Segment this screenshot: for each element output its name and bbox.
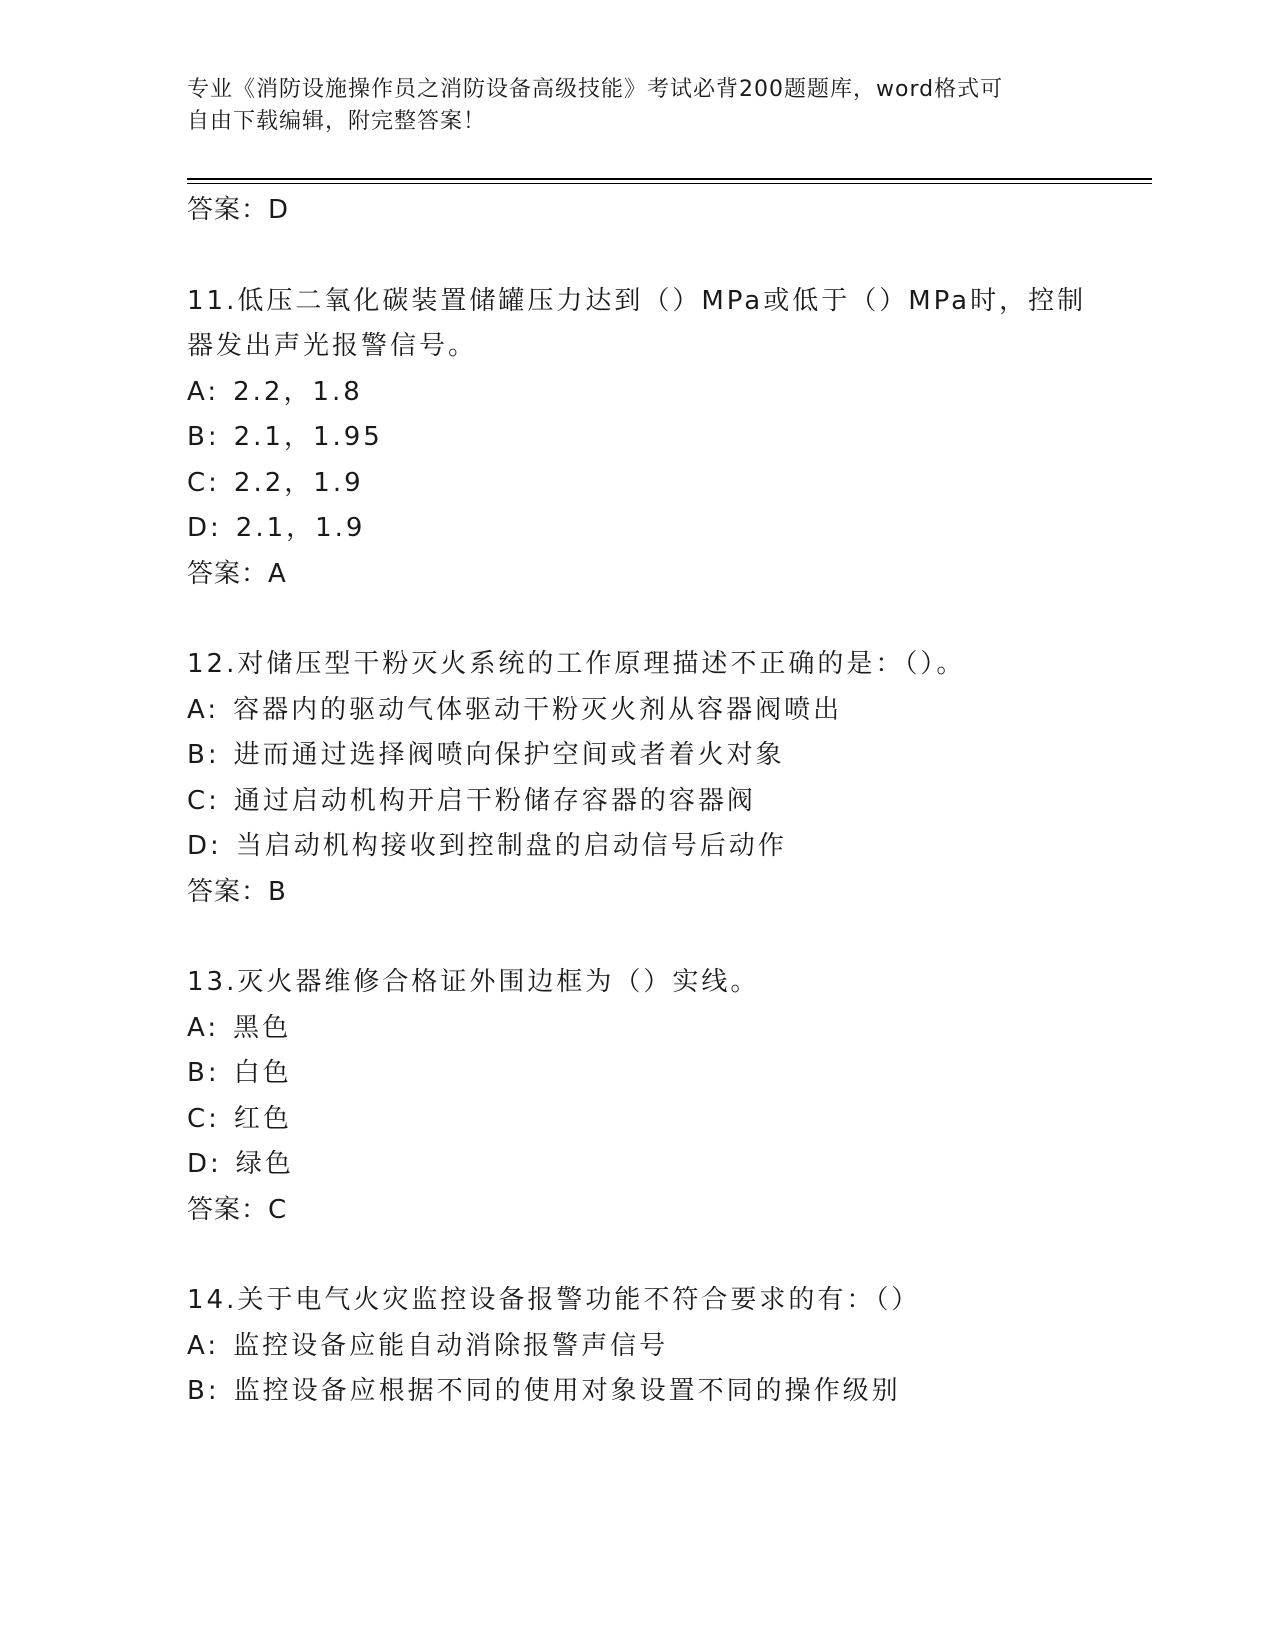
option-text: 绿色 (235, 1149, 294, 1179)
option-line (187, 1324, 1087, 1370)
option-key: A: (187, 1012, 220, 1043)
option-key: B: (187, 1058, 220, 1088)
option-text: 进而通过选择阀喷向保护空间或者着火对象 (233, 740, 785, 770)
spacer (187, 1233, 1087, 1278)
option-key: A: (187, 1330, 220, 1361)
option-line (187, 506, 1087, 552)
option-line (187, 779, 1087, 825)
question-list (187, 188, 1087, 1415)
question-title-continued: 器发出声光报警信号。 (187, 331, 478, 361)
header-rule-thick (187, 178, 1152, 180)
option-key: B: (187, 1376, 220, 1406)
option-line (187, 1006, 1087, 1052)
document-header (187, 74, 1087, 138)
option-text: 红色 (233, 1103, 292, 1134)
answer-line: 答案：B (187, 876, 287, 907)
option-text: 通过启动机构开启干粉储存容器的容器阀 (233, 785, 756, 816)
question-title: 14.关于电气火灾监控设备报警功能不符合要求的有：（） (187, 1285, 921, 1315)
option-line (187, 1369, 1087, 1415)
answer-line: 答案：A (187, 558, 287, 589)
option-text: 白色 (233, 1058, 292, 1088)
option-text: 监控设备应能自动消除报警声信号 (233, 1330, 669, 1361)
option-line (187, 1142, 1087, 1188)
question-block (187, 279, 1087, 598)
option-key: D: (187, 831, 222, 861)
option-key: C: (187, 1103, 220, 1134)
option-key: A: (187, 376, 220, 407)
header-line-2: 自由下载编辑，附完整答案！ (187, 109, 487, 134)
option-line (187, 733, 1087, 779)
question-title: 13.灭火器维修合格证外围边框为（）实线。 (187, 967, 760, 997)
option-line (187, 824, 1087, 870)
option-text: 2.2，1.9 (233, 467, 364, 498)
option-text: 2.2，1.8 (233, 376, 363, 407)
option-text: 黑色 (233, 1012, 292, 1043)
option-line (187, 1051, 1087, 1097)
option-key: B: (187, 422, 220, 452)
option-key: C: (187, 467, 220, 498)
option-text: 容器内的驱动气体驱动干粉灭火剂从容器阀喷出 (233, 694, 843, 725)
option-line (187, 1097, 1087, 1143)
question-block (187, 1278, 1087, 1415)
option-text: 当启动机构接收到控制盘的启动信号后动作 (235, 831, 787, 861)
answer-line: 答案：D (187, 195, 290, 225)
header-line-1: 专业《消防设施操作员之消防设备高级技能》考试必背200题题库，word格式可 (187, 77, 1004, 102)
option-key: C: (187, 785, 220, 816)
question-block (187, 960, 1087, 1233)
option-text: 监控设备应根据不同的使用对象设置不同的操作级别 (233, 1376, 901, 1406)
answer-line: 答案：C (187, 1194, 288, 1225)
option-line (187, 370, 1087, 416)
option-line (187, 415, 1087, 461)
option-line (187, 461, 1087, 507)
option-line (187, 688, 1087, 734)
question-title: 12.对储压型干粉灭火系统的工作原理描述不正确的是：（）。 (187, 649, 966, 679)
question-block (187, 642, 1087, 915)
question-title: 11.低压二氧化碳装置储罐压力达到（）MPa或低于（）MPa时，控制 (187, 285, 1087, 316)
option-key: D: (187, 1149, 222, 1179)
option-key: B: (187, 740, 220, 770)
spacer (187, 597, 1087, 642)
option-text: 2.1，1.9 (235, 513, 366, 543)
header-rule-thin (187, 183, 1152, 184)
option-key: D: (187, 513, 222, 543)
option-text: 2.1，1.95 (233, 422, 383, 452)
spacer (187, 915, 1087, 960)
spacer (187, 234, 1087, 279)
option-key: A: (187, 694, 220, 725)
